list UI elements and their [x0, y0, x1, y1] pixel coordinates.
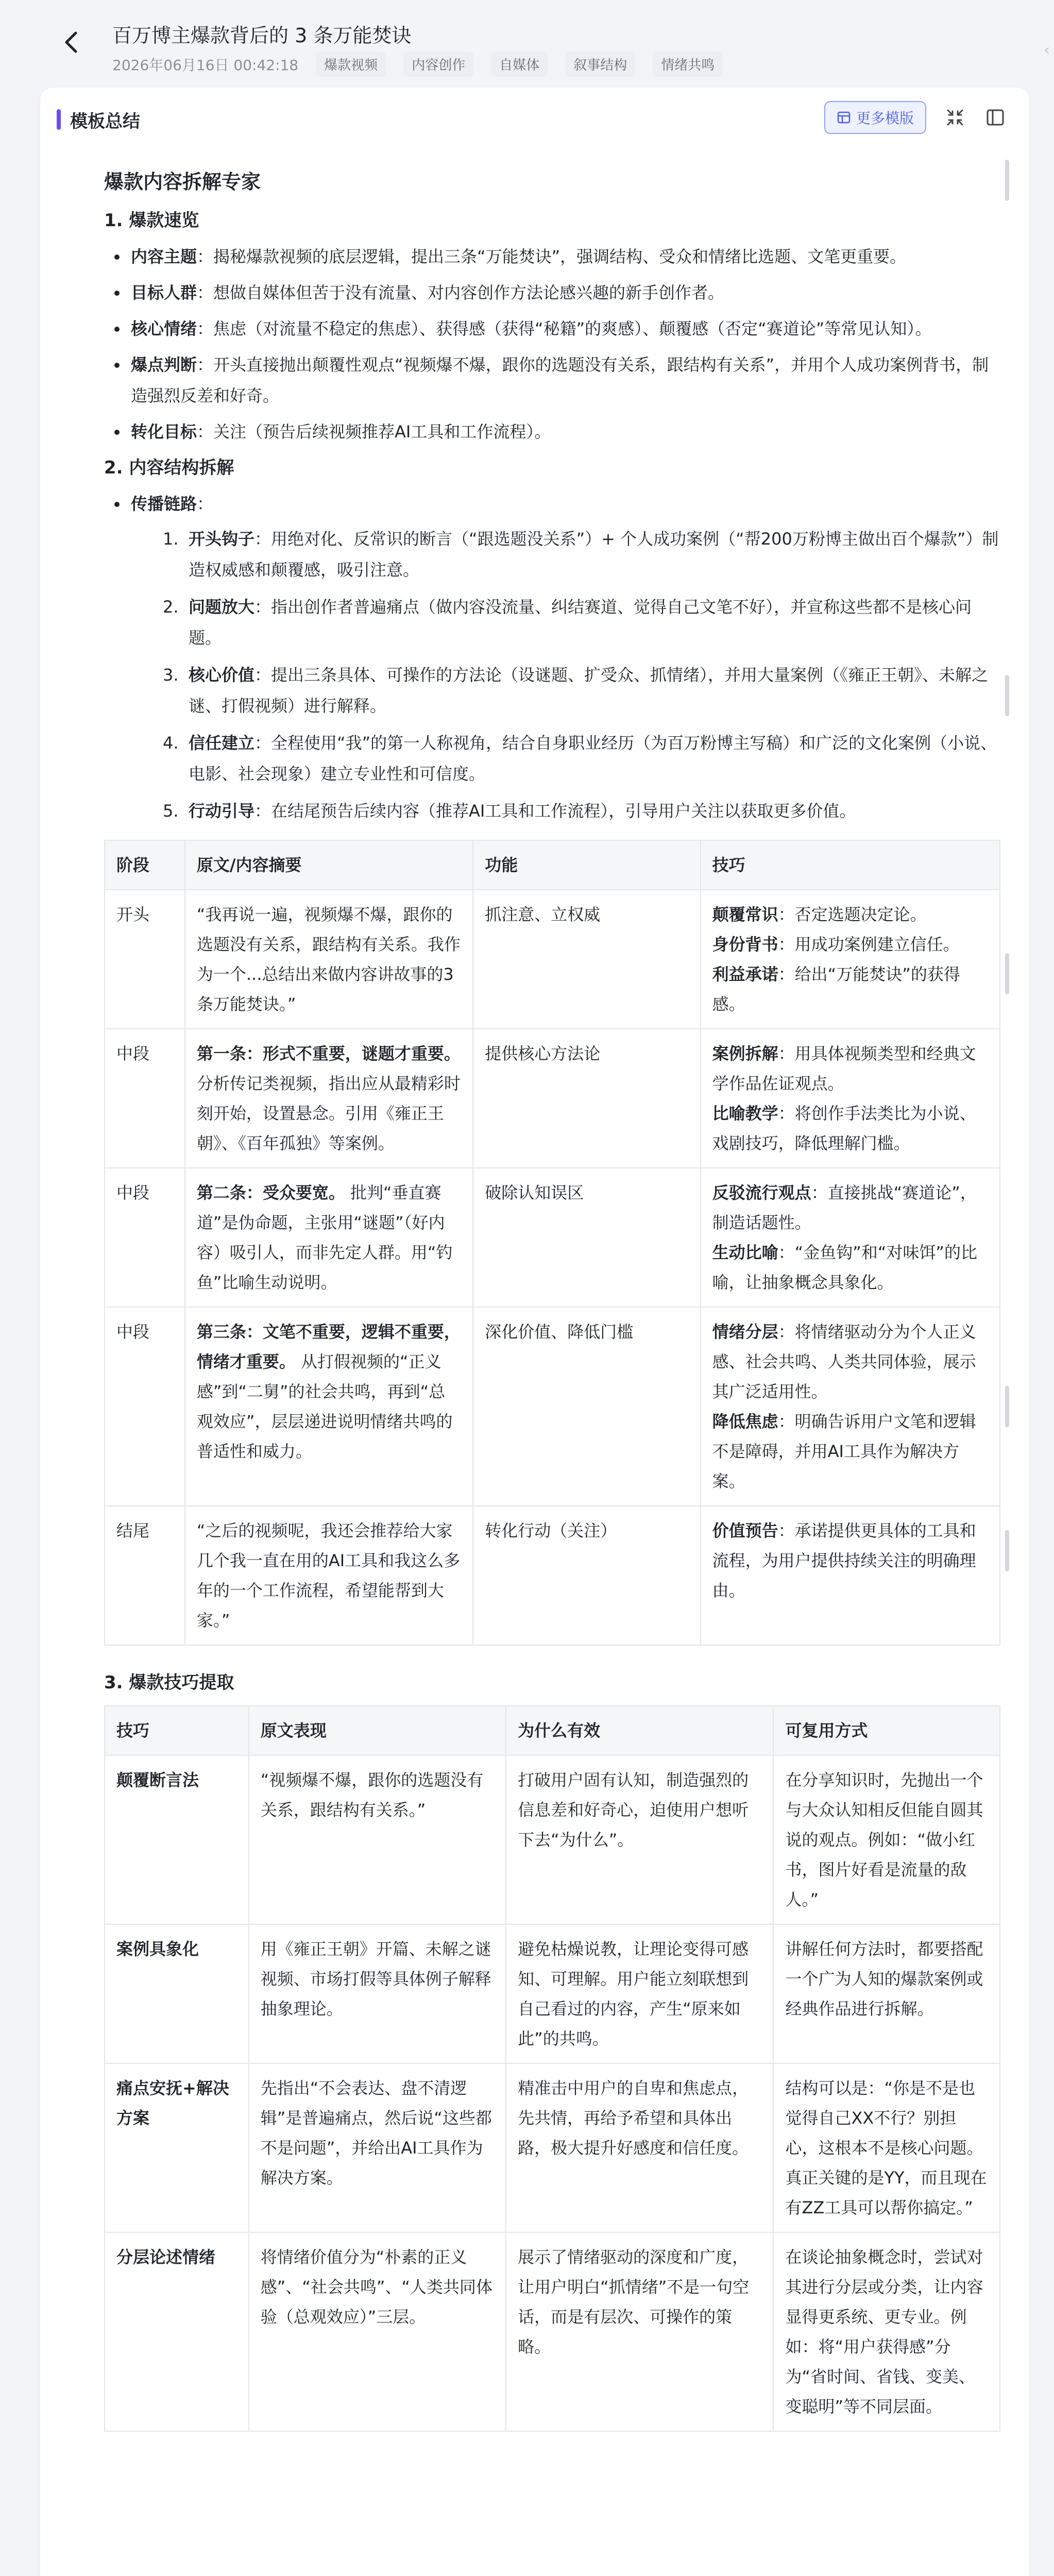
sidebar-panel-icon	[985, 107, 1006, 128]
table-row	[105, 1755, 1000, 1924]
table-cell: 第三条：文笔不重要，逻辑不重要，情绪才重要。 从打假视频的“正义感”到“二舅”的社会共鸣，再到“总观效应”，层层递进说明情绪共鸣的普适性和威力。	[185, 1307, 473, 1506]
step-item: 1. 开头钩子：用绝对化、反常识的断言（“跟选题没关系”）+ 个人成功案例（“帮200万粉博主做出百个爆款”）制造权威感和颠覆感，吸引注意。	[163, 529, 999, 580]
table-cell: 提供核心方法论	[473, 1029, 700, 1168]
table-cell: 分层论述情绪	[105, 2232, 249, 2431]
scroll-marker	[1005, 1530, 1009, 1571]
step-item: 2. 问题放大：指出创作者普遍痛点（做内容没流量、纠结赛道、觉得自己文笔不好），并宣称这些都不是核心问题。	[163, 597, 972, 648]
table-cell: 价值预告：承诺提供更具体的工具和流程，为用户提供持续关注的明确理由。	[701, 1506, 1000, 1645]
template-icon	[837, 110, 851, 125]
table-cell: 中段	[105, 1029, 185, 1168]
scroll-marker	[1005, 675, 1009, 716]
column-header: 技巧	[701, 840, 1000, 890]
table-cell: 痛点安抚+解决方案	[105, 2063, 249, 2232]
section-heading: 1. 爆款速览	[104, 210, 199, 231]
section-heading: 3. 爆款技巧提取	[104, 1672, 234, 1693]
sidebar-toggle-button[interactable]	[984, 106, 1007, 129]
table-cell: 颠覆常识：否定选题决定论。 身份背书：用成功案例建立信任。 利益承诺：给出“万能焚诀”的获得感。	[701, 890, 1000, 1029]
more-templates-label: 更多模版	[856, 110, 914, 127]
table-cell: “我再说一遍，视频爆不爆，跟你的选题没有关系，跟结构有关系。我作为一个...总结出来做内容讲故事的3条万能焚诀。”	[185, 890, 473, 1029]
table-cell: “视频爆不爆，跟你的选题没有关系，跟结构有关系。”	[249, 1755, 506, 1924]
table-cell: 抓注意、立权威	[473, 890, 700, 1029]
column-header: 原文表现	[249, 1706, 506, 1755]
step-item: 4. 信任建立：全程使用“我”的第一人称视角，结合自身职业经历（为百万粉博主写稿）和广泛的文化案例（小说、电影、社会现象）建立专业性和可信度。	[163, 733, 997, 784]
table-row	[105, 2232, 1000, 2431]
list-item: 目标人群：想做自媒体但苦于没有流量、对内容创作方法论感兴趣的新手创作者。	[104, 277, 1000, 308]
section-heading: 2. 内容结构拆解	[104, 457, 234, 478]
table-cell: 在谈论抽象概念时，尝试对其进行分层或分类，让内容显得更系统、更专业。例如：将“用户获得感”分为“省时间、省钱、变美、变聪明”等不同层面。	[773, 2232, 1000, 2431]
column-header: 技巧	[105, 1706, 249, 1755]
table-row	[105, 1168, 1000, 1307]
table-cell: 案例具象化	[105, 1924, 249, 2063]
table-cell: 在分享知识时，先抛出一个与大众认知相反但能自圆其说的观点。例如：“做小红书，图片好看是流量的敌人。”	[773, 1755, 1000, 1924]
section-title: 模板总结	[70, 111, 140, 132]
table-cell: 结构可以是：“你是不是也觉得自己XX不行？别担心，这根本不是核心问题。真正关键的是YY，而且现在有ZZ工具可以帮你搞定。”	[773, 2063, 1000, 2232]
collapse-arrows-icon	[945, 107, 965, 128]
tag[interactable]: 情绪共鸣	[653, 52, 723, 77]
table-header-row	[105, 840, 1000, 890]
table-row	[105, 890, 1000, 1029]
summary-content	[104, 160, 1000, 2432]
table-row	[105, 2063, 1000, 2232]
column-header: 原文/内容摘要	[185, 840, 473, 890]
structure-table	[104, 840, 1000, 1646]
fullscreen-button[interactable]	[944, 106, 966, 129]
table-cell: 讲解任何方法时，都要搭配一个广为人知的爆款案例或经典作品进行拆解。	[773, 1924, 1000, 2063]
table-cell: 打破用户固有认知，制造强烈的信息差和好奇心，迫使用户想听下去“为什么”。	[506, 1755, 773, 1924]
back-button[interactable]	[56, 27, 87, 58]
top-header	[0, 0, 1054, 88]
table-cell: 案例拆解：用具体视频类型和经典文学作品佐证观点。 比喻教学：将创作手法类比为小说、戏剧技巧，降低理解门槛。	[701, 1029, 1000, 1168]
table-row	[105, 1924, 1000, 2063]
scroll-marker	[1005, 953, 1009, 994]
template-summary-card	[40, 88, 1029, 2576]
table-cell: 中段	[105, 1307, 185, 1506]
table-cell: 深化价值、降低门槛	[473, 1307, 700, 1506]
column-header: 为什么有效	[506, 1706, 773, 1755]
table-cell: 用《雍正王朝》开篇、未解之谜视频、市场打假等具体例子解释抽象理论。	[249, 1924, 506, 2063]
table-row	[105, 1307, 1000, 1506]
more-templates-button[interactable]	[824, 101, 926, 134]
table-row	[105, 1029, 1000, 1168]
table-cell: 先指出“不会表达、盘不清逻辑”是普遍痛点，然后说“这些都不是问题”，并给出AI工具作为解决方案。	[249, 2063, 506, 2232]
chevron-left-icon	[63, 31, 79, 54]
scrollbar[interactable]	[1005, 160, 1009, 2478]
card-toolbar	[824, 101, 1007, 134]
table-cell: 中段	[105, 1168, 185, 1307]
column-header: 可复用方式	[773, 1706, 1000, 1755]
list-item: 传播链路： 1. 开头钩子：用绝对化、反常识的断言（“跟选题没关系”）+ 个人成功案例（“帮200万粉博主做出百个爆款”）制造权威感和颠覆感，吸引注意。 2. 问题放大：指出创作者普遍痛点（做内容没流量、纠结赛道、觉得自己文笔不好），并宣称这些都不是核心问题。 3. 核心价值：提出三条具体、可操作的方法论（设谜题、扩受众、抓情绪），并用大量案例（《雍正王朝》、未解之谜、打假视频）进行解释。 4. 信任建立：全程使用“我”的第一人称视角，结合自身职业经历（为百万粉博主写稿）和广泛的文化案例（小说、电影、社会现象）建立专业性和可信度。 5. 行动引导：在结尾预告后续内容（推荐AI工具和工作流程），引导用户关注以获取更多价值。	[104, 488, 1000, 826]
table-cell: 将情绪价值分为“朴素的正义感”、“社会共鸣”、“人类共同体验（总观效应）”三层。	[249, 2232, 506, 2431]
table-cell: 避免枯燥说教，让理论变得可感知、可理解。用户能立刻联想到自己看过的内容，产生“原来如此”的共鸣。	[506, 1924, 773, 2063]
column-header: 阶段	[105, 840, 185, 890]
scroll-marker	[1005, 1386, 1009, 1427]
column-header: 功能	[473, 840, 700, 890]
doc-title: 爆款内容拆解专家	[104, 171, 261, 193]
table-row	[105, 1506, 1000, 1645]
table-cell: 结尾	[105, 1506, 185, 1645]
tag[interactable]: 叙事结构	[565, 52, 635, 77]
table-cell: 第一条：形式不重要，谜题才重要。 分析传记类视频，指出应从最精彩时刻开始，设置悬念。引用《雍正王朝》、《百年孤独》等案例。	[185, 1029, 473, 1168]
table-cell: 转化行动（关注）	[473, 1506, 700, 1645]
table-cell: 展示了情绪驱动的深度和广度，让用户明白“抓情绪”不是一句空话，而是有层次、可操作的策略。	[506, 2232, 773, 2431]
chain-list	[104, 488, 1000, 826]
tag[interactable]: 内容创作	[403, 52, 473, 77]
tag[interactable]: 爆款视频	[316, 52, 386, 77]
list-item: 内容主题：揭秘爆款视频的底层逻辑，提出三条“万能焚诀”，强调结构、受众和情绪比选题、文笔更重要。	[104, 241, 1000, 272]
list-item: 核心情绪：焦虑（对流量不稳定的焦虑）、获得感（获得“秘籍”的爽感）、颠覆感（否定“赛道论”等常见认知）。	[104, 313, 1000, 344]
table-cell: 精准击中用户的自卑和焦虑点，先共情，再给予希望和具体出路，极大提升好感度和信任度。	[506, 2063, 773, 2232]
table-cell: 破除认知误区	[473, 1168, 700, 1307]
table-cell: 开头	[105, 890, 185, 1029]
page-title: 百万博主爆款背后的 3 条万能焚诀	[112, 24, 412, 47]
scroll-thumb[interactable]	[1005, 160, 1009, 201]
table-cell: “之后的视频呢，我还会推荐给大家几个我一直在用的AI工具和我这么多年的一个工作流程，希望能帮到大家。”	[185, 1506, 473, 1645]
table-header-row	[105, 1706, 1000, 1755]
tag[interactable]: 自媒体	[491, 52, 548, 77]
section-accent-bar	[57, 109, 61, 130]
table-cell: 颠覆断言法	[105, 1755, 249, 1924]
created-date: 2026年06月16日 00:42:18	[112, 56, 299, 74]
overview-list	[104, 241, 1000, 447]
list-item: 转化目标：关注（预告后续视频推荐AI工具和工作流程）。	[104, 416, 1000, 447]
list-item: 爆点判断：开头直接抛出颠覆性观点“视频爆不爆，跟你的选题没有关系，跟结构有关系”，并用个人成功案例背书，制造强烈反差和好奇。	[104, 349, 1000, 411]
step-item: 3. 核心价值：提出三条具体、可操作的方法论（设谜题、扩受众、抓情绪），并用大量案例（《雍正王朝》、未解之谜、打假视频）进行解释。	[163, 665, 989, 716]
table-cell: 反驳流行观点：直接挑战“赛道论”，制造话题性。 生动比喻：“金鱼钩”和“对味饵”的比喻，让抽象概念具象化。	[701, 1168, 1000, 1307]
techniques-table	[104, 1705, 1000, 2432]
table-cell: 第二条：受众要宽。 批判“垂直赛道”是伪命题，主张用“谜题”（好内容）吸引人，而非先定人群。用“钓鱼”比喻生动说明。	[185, 1168, 473, 1307]
step-item: 5. 行动引导：在结尾预告后续内容（推荐AI工具和工作流程），引导用户关注以获取更多价值。	[163, 801, 856, 821]
side-panel-chevron-icon[interactable]: ‹	[1044, 41, 1050, 59]
table-cell: 情绪分层：将情绪驱动分为个人正义感、社会共鸣、人类共同体验，展示其广泛适用性。 降低焦虑：明确告诉用户文笔和逻辑不是障碍，并用AI工具作为解决方案。	[701, 1307, 1000, 1506]
section-header	[57, 103, 140, 136]
chain-steps	[158, 523, 1000, 826]
meta-row	[112, 52, 723, 77]
